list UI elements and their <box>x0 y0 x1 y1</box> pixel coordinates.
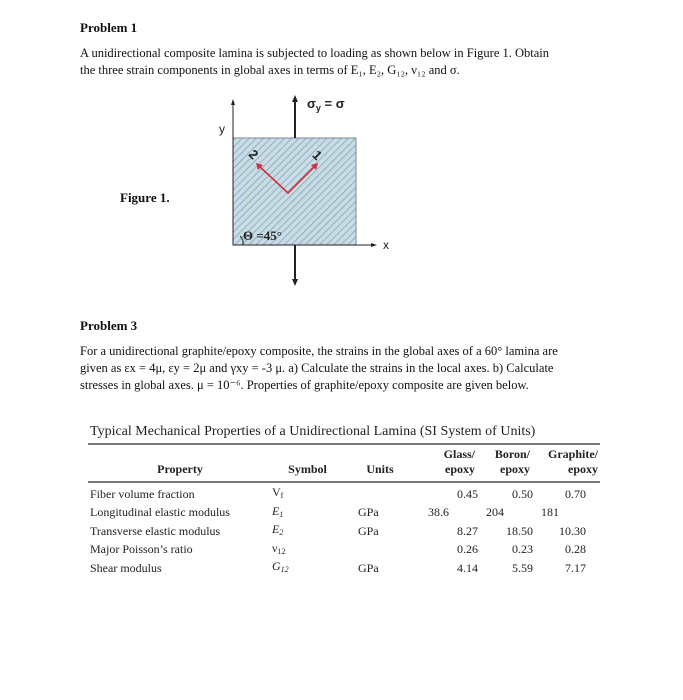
header-boron-line-1: Boron/ <box>494 447 530 461</box>
axis-2-label: 2 <box>245 146 262 163</box>
header-symbol: Symbol <box>288 462 327 476</box>
cell-units: GPa <box>358 505 379 519</box>
cell-graphite: 0.28 <box>565 542 586 556</box>
figure-1-diagram <box>200 88 400 288</box>
cell-graphite: 0.70 <box>565 486 586 501</box>
load-arrow-top-head-icon <box>292 95 298 102</box>
problem-1-text-line-1: A unidirectional composite lamina is subjected to loading as shown below in Figure 1. Obtain <box>80 46 550 60</box>
cell-boron: 204 <box>486 505 504 519</box>
table-row <box>90 541 586 560</box>
properties-table-header <box>90 447 598 477</box>
cell-graphite: 10.30 <box>559 523 586 538</box>
axis-1-label: 1 <box>309 147 326 163</box>
problem-3-text-line-2: given as εx = 4μ, εy = 2μ and γxy = -3 μ. a) Calculate the strains in the local axes. b) Calculate <box>80 361 554 375</box>
table-body <box>90 485 586 578</box>
table-row <box>90 504 586 523</box>
problem-1-text <box>80 45 620 79</box>
cell-glass: 0.45 <box>457 486 478 501</box>
table-header-rule <box>88 481 600 483</box>
lamina-diagram-svg <box>200 88 400 288</box>
header-boron-line-2: epoxy <box>500 462 530 476</box>
symbol-base: E <box>272 503 280 518</box>
cell-units <box>358 485 420 504</box>
cell-units: GPa <box>358 560 379 575</box>
header-graphite-line-2: epoxy <box>568 462 598 476</box>
cell-boron: 5.59 <box>512 560 533 575</box>
cell-graphite: 7.17 <box>565 560 586 575</box>
y-axis-label: y <box>219 122 225 136</box>
cell-units: GPa <box>358 523 379 538</box>
cell-property: Transverse elastic modulus <box>90 523 221 538</box>
table-title: Typical Mechanical Properties of a Unidirectional Lamina (SI System of Units) <box>90 424 536 439</box>
cell-boron: 0.23 <box>512 542 533 556</box>
header-graphite-epoxy <box>530 447 598 477</box>
table-top-rule <box>88 443 600 445</box>
table-header <box>90 447 598 477</box>
cell-property: Shear modulus <box>90 560 162 575</box>
cell-symbol <box>272 541 358 560</box>
problem-3-text-line-1: For a unidirectional graphite/epoxy composite, the strains in the global axes of a 60° lamina are <box>80 344 558 358</box>
symbol-sub: f <box>280 491 284 500</box>
table-row <box>90 522 586 541</box>
cell-boron: 18.50 <box>506 523 533 538</box>
figure-label: Figure 1. <box>120 190 170 205</box>
cell-units <box>358 541 420 560</box>
cell-glass: 8.27 <box>457 523 478 538</box>
x-axis-label: x <box>383 238 389 252</box>
cell-property: Fiber volume fraction <box>90 486 195 501</box>
header-property: Property <box>157 462 203 476</box>
problem-3-text-line-3: stresses in global axes. μ = 10⁻⁶. Properties of graphite/epoxy composite are given below. <box>80 378 529 392</box>
symbol-base: V <box>272 485 281 499</box>
cell-glass: 0.26 <box>457 542 478 556</box>
cell-symbol <box>272 485 358 504</box>
table-row <box>90 485 586 504</box>
x-axis-arrow-icon <box>371 243 377 247</box>
load-label: $\sigma_y = \sigma$ <box>307 96 345 113</box>
symbol-sub: 1 <box>279 509 284 519</box>
angle-label: Θ =45° <box>243 228 282 243</box>
header-graphite-line-1: Graphite/ <box>548 447 598 461</box>
symbol-base: E <box>272 522 280 536</box>
cell-graphite: 181 <box>541 505 559 519</box>
header-units: Units <box>366 462 394 476</box>
header-glass-epoxy <box>415 447 475 477</box>
cell-glass: 38.6 <box>428 505 449 519</box>
header-boron-epoxy <box>475 447 530 477</box>
cell-symbol <box>272 504 358 523</box>
problem-3-heading: Problem 3 <box>80 318 138 333</box>
symbol-sub: 12 <box>277 546 286 556</box>
properties-table <box>90 485 586 578</box>
header-glass-line-1: Glass/ <box>443 447 475 461</box>
problem-1-text-line-2: the three strain components in global axes in terms of E₁, E₂, G₁₂, ν₁₂ and σ. <box>80 63 460 77</box>
cell-glass: 4.14 <box>457 560 478 575</box>
symbol-base: G <box>272 559 281 573</box>
header-glass-line-2: epoxy <box>445 462 475 476</box>
cell-boron: 0.50 <box>512 486 533 501</box>
table-row <box>90 559 586 578</box>
cell-symbol <box>272 522 358 541</box>
symbol-base: ν <box>272 540 278 555</box>
problem-3-text <box>80 343 620 394</box>
problem-1-heading: Problem 1 <box>80 20 138 35</box>
cell-property: Longitudinal elastic modulus <box>90 505 230 519</box>
load-arrow-bottom-head-icon <box>292 279 298 286</box>
y-axis-arrow-icon <box>231 99 235 105</box>
cell-symbol <box>272 559 358 578</box>
symbol-sub: 2 <box>279 528 284 537</box>
symbol-sub: 12 <box>280 565 289 574</box>
cell-property: Major Poisson’s ratio <box>90 542 193 556</box>
